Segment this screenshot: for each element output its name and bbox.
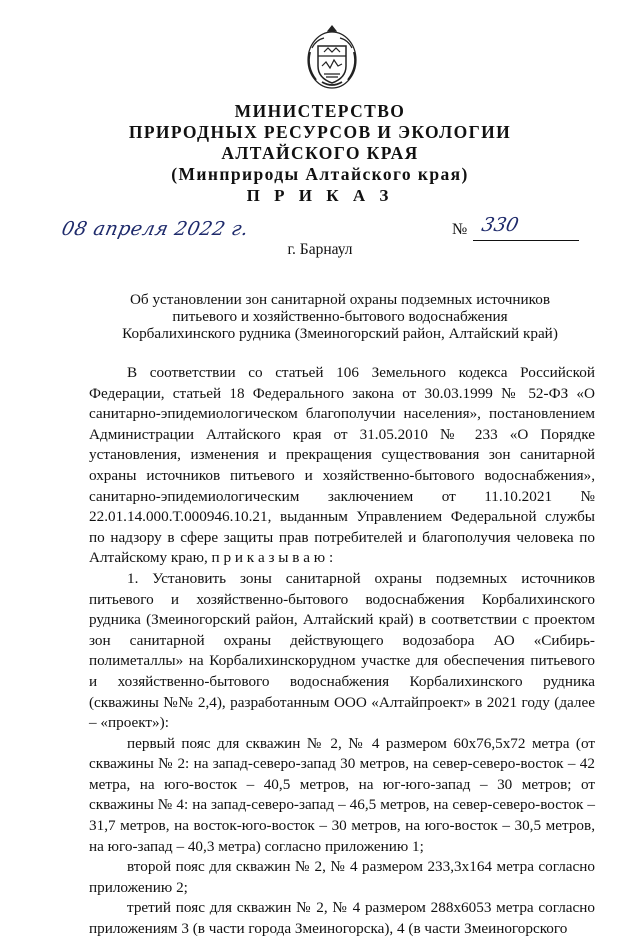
ministry-name-line2: ПРИРОДНЫХ РЕСУРСОВ И ЭКОЛОГИИ — [128, 122, 512, 142]
ministry-short-name: (Минприроды Алтайского края) — [171, 164, 469, 184]
ministry-name-line3: АЛТАЙСКОГО КРАЯ — [221, 143, 419, 163]
handwritten-date: 08 апреля 2022 г. — [59, 218, 251, 240]
city: г. Барнаул — [287, 241, 353, 258]
document-body — [89, 363, 595, 940]
handwritten-number: 330 — [479, 214, 521, 236]
paragraph-second-belt: второй пояс для скважин № 2, № 4 размером 233,3х164 метра согласно приложению 2; — [89, 858, 595, 896]
paragraph-item-1: 1. Установить зоны санитарной охраны подземных источников питьевого и хозяйственно-бытового водоснабжения Корбалихинского рудника (Змеиногорский район, Алтайский край) в соответствии с проектом зон санитарной охраны действующего водозабора АО «Сибирь-полиметаллы» на Корбалихинскорудном участке для обеспечения питьевого и хозяйственно-бытового водоснабжения Корбалихинского рудника (скважины №№ 2,4), разработанным ООО «Алтайпроект» в 2021 году (далее – «проект»): — [89, 569, 595, 732]
coat-of-arms-icon — [302, 22, 362, 92]
document-title: Об установлении зон санитарной охраны подземных источников питьевого и хозяйственно-бытового водоснабжения Корбалихинского рудника (Змеиногорский район, Алтайский край) — [122, 291, 558, 342]
paragraph-third-belt: третий пояс для скважин № 2, № 4 размером 288х6053 метра согласно приложениям 3 (в части города Змеиногорска), 4 (в части Змеиногорского — [89, 899, 595, 938]
number-label: № — [452, 221, 468, 238]
document-type: П Р И К А З — [246, 186, 394, 205]
ministry-name-line1: МИНИСТЕРСТВО — [234, 101, 406, 121]
paragraph-first-belt: первый пояс для скважин № 2, № 4 размером 60х76,5х72 метра (от скважины № 2: на запад-северо-запад 30 метров, на север-северо-восток – 42 метра, на юго-восток – 40,5 метров, на юг-юго-запад – 30 метров; от скважины № 4: на запад-северо-запад – 46,5 метров, на север-северо-восток – 31,7 метров, на восток-юго-восток – 30 метров, на юго-восток – 30,5 метров, на юго-запад – 40,3 метра) согласно приложению 1; — [89, 734, 595, 855]
paragraph-preamble: В соответствии со статьей 106 Земельного кодекса Российской Федерации, статьей 18 Федерального закона от 30.03.1999 № 52-ФЗ «О санитарно-эпидемиологическом благополучии населения», постановлением Администрации Алтайского края от 31.05.2010 № 233 «О Порядке установления, изменения и прекращения существования зон санитарной охраны источников питьевого и хозяйственно-бытового водоснабжения», санитарно-эпидемиологическим заключением от 11.10.2021 № 22.01.14.000.Т.000946.10.21, выданным Управлением Федеральной службы по надзору в сфере защиты прав потребителей и благополучия человека по Алтайскому краю, п р и к а з ы в а ю : — [89, 364, 595, 567]
